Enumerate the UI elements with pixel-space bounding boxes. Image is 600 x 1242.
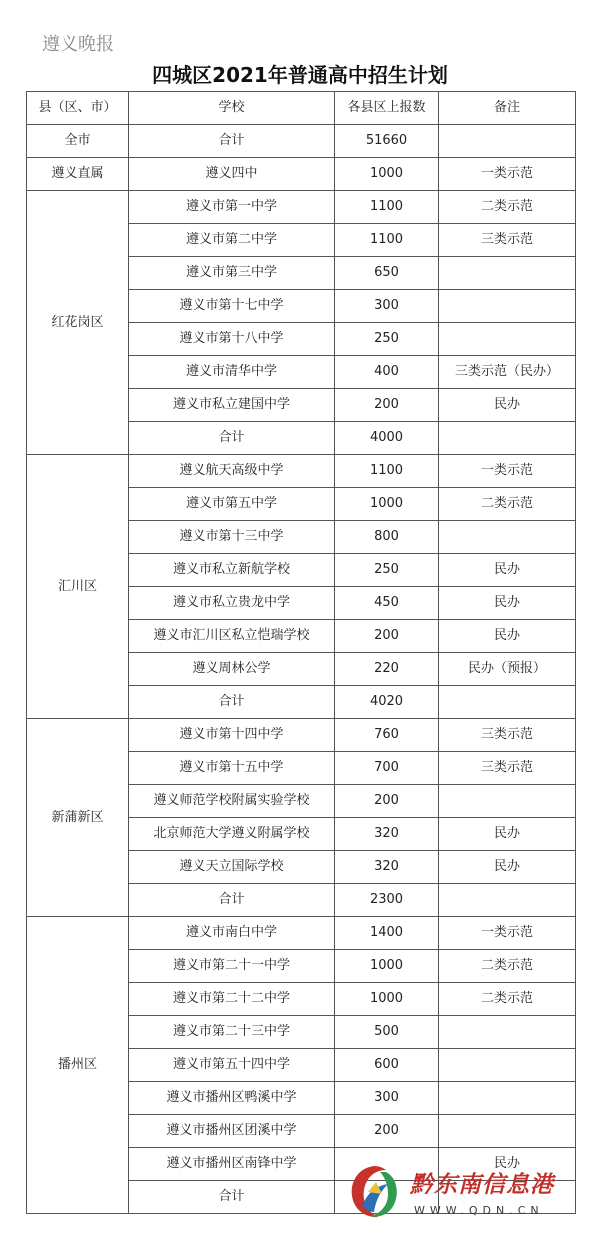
note-cell: 一类示范 — [439, 455, 576, 488]
note-cell — [439, 1016, 576, 1049]
count-cell: 1000 — [335, 158, 439, 191]
school-cell: 合计 — [129, 422, 335, 455]
note-cell: 民办 — [439, 620, 576, 653]
district-cell: 播州区 — [27, 917, 129, 1214]
school-cell: 遵义市私立新航学校 — [129, 554, 335, 587]
watermark-url: WWW.QDN.CN — [414, 1204, 544, 1217]
count-cell: 300 — [335, 290, 439, 323]
note-cell: 一类示范 — [439, 158, 576, 191]
count-cell: 200 — [335, 1115, 439, 1148]
school-cell: 遵义市私立贵龙中学 — [129, 587, 335, 620]
school-cell: 遵义市第二十二中学 — [129, 983, 335, 1016]
note-cell: 二类示范 — [439, 191, 576, 224]
count-cell: 2300 — [335, 884, 439, 917]
note-cell — [439, 125, 576, 158]
column-header-note: 备注 — [439, 92, 576, 125]
newspaper-source: 遵义晚报 — [42, 34, 114, 55]
count-cell: 200 — [335, 620, 439, 653]
note-cell — [439, 290, 576, 323]
count-cell: 500 — [335, 1016, 439, 1049]
school-cell: 遵义市汇川区私立恺瑞学校 — [129, 620, 335, 653]
count-cell: 400 — [335, 356, 439, 389]
school-cell: 遵义市第十八中学 — [129, 323, 335, 356]
school-cell: 遵义市第十四中学 — [129, 719, 335, 752]
count-cell: 320 — [335, 851, 439, 884]
count-cell: 760 — [335, 719, 439, 752]
school-cell: 遵义市第二十一中学 — [129, 950, 335, 983]
note-cell: 一类示范 — [439, 917, 576, 950]
count-cell: 1100 — [335, 224, 439, 257]
school-cell: 遵义市第十五中学 — [129, 752, 335, 785]
school-cell: 遵义市第二中学 — [129, 224, 335, 257]
table-row — [27, 455, 576, 488]
note-cell: 民办 — [439, 554, 576, 587]
note-cell: 民办（预报） — [439, 653, 576, 686]
note-cell — [439, 323, 576, 356]
column-header-count: 各县区上报数 — [335, 92, 439, 125]
school-cell: 遵义市播州区团溪中学 — [129, 1115, 335, 1148]
note-cell: 三类示范 — [439, 719, 576, 752]
table-row — [27, 125, 576, 158]
school-cell: 遵义市第十三中学 — [129, 521, 335, 554]
school-cell: 遵义市第十七中学 — [129, 290, 335, 323]
table-row — [27, 191, 576, 224]
count-cell: 1400 — [335, 917, 439, 950]
school-cell: 遵义市私立建国中学 — [129, 389, 335, 422]
school-cell: 北京师范大学遵义附属学校 — [129, 818, 335, 851]
count-cell: 250 — [335, 554, 439, 587]
count-cell: 1100 — [335, 455, 439, 488]
table-header-row — [27, 92, 576, 125]
school-cell: 遵义市播州区鸭溪中学 — [129, 1082, 335, 1115]
count-cell: 51660 — [335, 125, 439, 158]
school-cell: 遵义市南白中学 — [129, 917, 335, 950]
qdn-logo-icon — [346, 1162, 402, 1222]
page-title: 四城区2021年普通高中招生计划 — [152, 63, 448, 87]
school-cell: 遵义市第一中学 — [129, 191, 335, 224]
school-cell: 遵义市第五十四中学 — [129, 1049, 335, 1082]
count-cell: 250 — [335, 323, 439, 356]
count-cell: 1000 — [335, 983, 439, 1016]
school-cell: 遵义市第三中学 — [129, 257, 335, 290]
school-cell: 遵义周林公学 — [129, 653, 335, 686]
district-cell: 红花岗区 — [27, 191, 129, 455]
district-cell: 遵义直属 — [27, 158, 129, 191]
count-cell: 600 — [335, 1049, 439, 1082]
school-cell: 遵义四中 — [129, 158, 335, 191]
column-header-district: 县（区、市） — [27, 92, 129, 125]
note-cell — [439, 257, 576, 290]
school-cell: 合计 — [129, 125, 335, 158]
note-cell: 三类示范（民办） — [439, 356, 576, 389]
note-cell — [439, 521, 576, 554]
count-cell: 800 — [335, 521, 439, 554]
note-cell: 二类示范 — [439, 950, 576, 983]
count-cell: 1000 — [335, 950, 439, 983]
district-cell: 汇川区 — [27, 455, 129, 719]
table-row — [27, 917, 576, 950]
table-body — [27, 125, 576, 1214]
count-cell: 320 — [335, 818, 439, 851]
school-cell: 遵义市第五中学 — [129, 488, 335, 521]
note-cell — [439, 1115, 576, 1148]
table-row — [27, 719, 576, 752]
enrollment-plan-table — [26, 91, 576, 1214]
count-cell: 300 — [335, 1082, 439, 1115]
note-cell — [439, 884, 576, 917]
note-cell — [439, 1049, 576, 1082]
note-cell: 民办 — [439, 389, 576, 422]
school-cell: 遵义师范学校附属实验学校 — [129, 785, 335, 818]
count-cell: 450 — [335, 587, 439, 620]
note-cell: 三类示范 — [439, 224, 576, 257]
count-cell: 200 — [335, 785, 439, 818]
count-cell: 1100 — [335, 191, 439, 224]
school-cell: 合计 — [129, 884, 335, 917]
school-cell: 遵义航天高级中学 — [129, 455, 335, 488]
note-cell — [439, 1082, 576, 1115]
note-cell: 民办 — [439, 587, 576, 620]
school-cell: 合计 — [129, 1181, 335, 1214]
school-cell: 遵义天立国际学校 — [129, 851, 335, 884]
school-cell: 遵义市播州区南锋中学 — [129, 1148, 335, 1181]
count-cell: 4000 — [335, 422, 439, 455]
school-cell: 遵义市第二十三中学 — [129, 1016, 335, 1049]
note-cell: 民办 — [439, 1148, 576, 1181]
column-header-school: 学校 — [129, 92, 335, 125]
district-cell: 新蒲新区 — [27, 719, 129, 917]
watermark — [338, 1158, 568, 1238]
note-cell — [439, 785, 576, 818]
school-cell: 遵义市清华中学 — [129, 356, 335, 389]
note-cell: 二类示范 — [439, 488, 576, 521]
count-cell: 650 — [335, 257, 439, 290]
school-cell: 合计 — [129, 686, 335, 719]
note-cell: 三类示范 — [439, 752, 576, 785]
note-cell: 民办 — [439, 851, 576, 884]
note-cell: 民办 — [439, 818, 576, 851]
district-cell: 全市 — [27, 125, 129, 158]
note-cell — [439, 686, 576, 719]
count-cell: 220 — [335, 653, 439, 686]
count-cell: 4020 — [335, 686, 439, 719]
table-row — [27, 158, 576, 191]
note-cell: 二类示范 — [439, 983, 576, 1016]
note-cell — [439, 422, 576, 455]
count-cell: 200 — [335, 389, 439, 422]
count-cell: 1000 — [335, 488, 439, 521]
count-cell: 700 — [335, 752, 439, 785]
watermark-name: 黔东南信息港 — [410, 1171, 554, 1198]
